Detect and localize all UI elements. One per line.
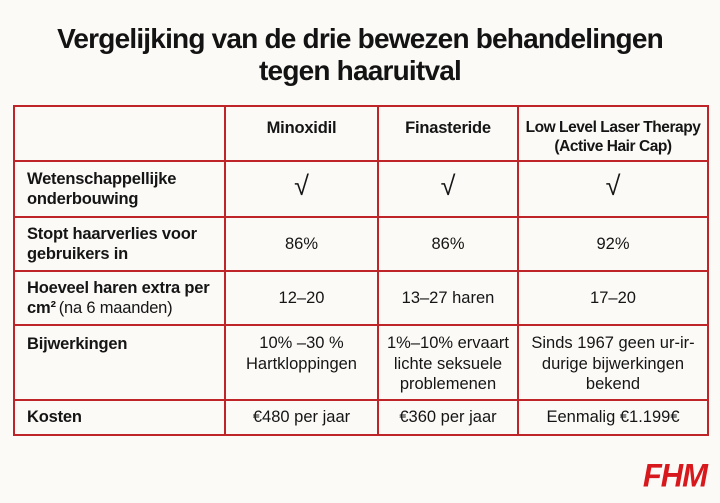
row-label-extra-hairs-main: Hoeveel haren extra per cm² [27, 279, 210, 318]
page-title-line1: Vergelijking van de drie bewezen behandelingen [57, 23, 663, 54]
row-label-scientific-backing: Wetenschappellijke onderbouwing [14, 161, 225, 217]
cell-stops-lllt: 92% [518, 217, 708, 271]
header-row [14, 106, 708, 161]
cell-scientific-minoxidil: √ [225, 161, 378, 217]
header-minoxidil: Minoxidil [225, 106, 378, 161]
row-label-extra-hairs-note: (na 6 maanden) [58, 299, 173, 318]
header-empty-cell [14, 106, 225, 161]
row-extra-hairs [14, 271, 708, 325]
cell-hairs-minoxidil: 12–20 [225, 271, 378, 325]
cell-hairs-lllt: 17–20 [518, 271, 708, 325]
comparison-table [13, 105, 709, 436]
cell-costs-minoxidil: €480 per jaar [225, 400, 378, 434]
row-costs [14, 400, 708, 434]
cell-side-lllt: Sinds 1967 geen ur-ir-durige bijwerkingen bekend [518, 325, 708, 400]
row-label-costs: Kosten [14, 400, 225, 434]
cell-costs-lllt: Eenmalig €1.199€ [518, 400, 708, 434]
cell-side-minoxidil: 10% –30 % Hartkloppingen [225, 325, 378, 400]
cell-costs-finasteride: €360 per jaar [378, 400, 518, 434]
row-label-extra-hairs [14, 271, 225, 325]
page-title-line2: tegen haaruitval [259, 55, 461, 87]
header-finasteride: Finasteride [378, 106, 518, 161]
cell-scientific-finasteride: √ [378, 161, 518, 217]
row-label-side-effects: Bijwerkingen [14, 325, 225, 400]
row-scientific-backing [14, 161, 708, 217]
cell-side-finasteride: 1%–10% ervaart lichte seksuele problemenen [378, 325, 518, 400]
page-title [0, 23, 720, 88]
cell-hairs-finasteride: 13–27 haren [378, 271, 518, 325]
row-side-effects [14, 325, 708, 400]
row-stops-hairloss [14, 217, 708, 271]
cell-stops-minoxidil: 86% [225, 217, 378, 271]
header-lllt-title: Low Level Laser Therapy [525, 118, 701, 136]
cell-scientific-lllt: √ [518, 161, 708, 217]
header-lllt-subtitle: (Active Hair Cap) [554, 138, 672, 156]
row-label-stops-hairloss: Stopt haarverlies voor gebruikers in [14, 217, 225, 271]
cell-stops-finasteride: 86% [378, 217, 518, 271]
header-lllt [518, 106, 708, 161]
fhm-logo: FHM [642, 457, 707, 494]
